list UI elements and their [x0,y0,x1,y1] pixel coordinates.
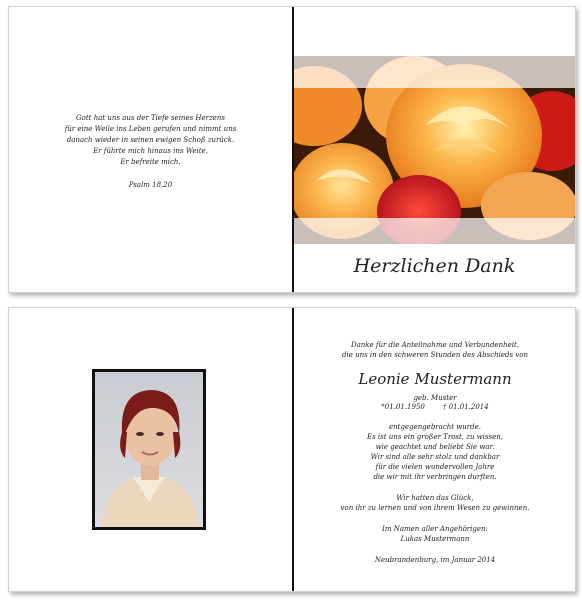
birth-date: *01.01.1950 [381,403,425,411]
card-title: Herzlichen Dank [353,255,516,277]
luck-line: Wir hatten das Glück, [396,494,474,502]
death-date: † 01.01.2014 [442,403,489,411]
intro-text [301,340,569,360]
message-line: Es ist uns ein großer Trost, zu wissen, [367,433,503,441]
family-name: Lukas Mustermann [400,535,470,543]
family-signature [301,524,569,544]
deceased-name: Leonie Mustermann [358,370,512,388]
verse-source: Psalm 18,20 [128,181,173,189]
maiden-name: geb. Muster [413,394,457,402]
verse-line: Er befreite mich. [120,158,181,166]
roses-image [294,56,575,244]
card-inside [8,307,576,592]
bible-verse [29,113,272,168]
verse-line: danach wieder in seinen ewigen Schoß zurück. [66,136,235,144]
life-dates [301,403,569,411]
message-text [301,422,569,482]
message-line: Wir sind alle sehr stolz und dankbar [370,453,500,461]
verse-line: Er führte mich hinaus ins Weite, [93,147,208,155]
message-line: wie geachtet und beliebt Sie war. [375,443,495,451]
portrait-photo [92,369,206,530]
luck-text [301,493,569,513]
message-line: für die vielen wundervollen Jahre [375,463,495,471]
intro-line: Danke für die Anteilnahme und Verbundenheit, [350,341,520,349]
verse-line: für eine Weile ins Leben gerufen und nimmt uns [64,125,237,133]
intro-line: die uns in den schweren Stunden des Abschieds von [342,351,528,359]
message-line: die wir mit ihr verbringen durften. [373,473,497,481]
card-fold-line [292,308,294,591]
luck-line: von ihr zu lernen und von ihrem Wesen zu gewinnen. [340,504,530,512]
card-cover [8,6,576,293]
message-line: entgegengebracht wurde. [388,423,481,431]
place-date: Neubrandenburg, im Januar 2014 [374,556,496,564]
verse-line: Gott hat uns aus der Tiefe seines Herzens [76,114,225,122]
family-line: Im Namen aller Angehörigen: [382,525,488,533]
